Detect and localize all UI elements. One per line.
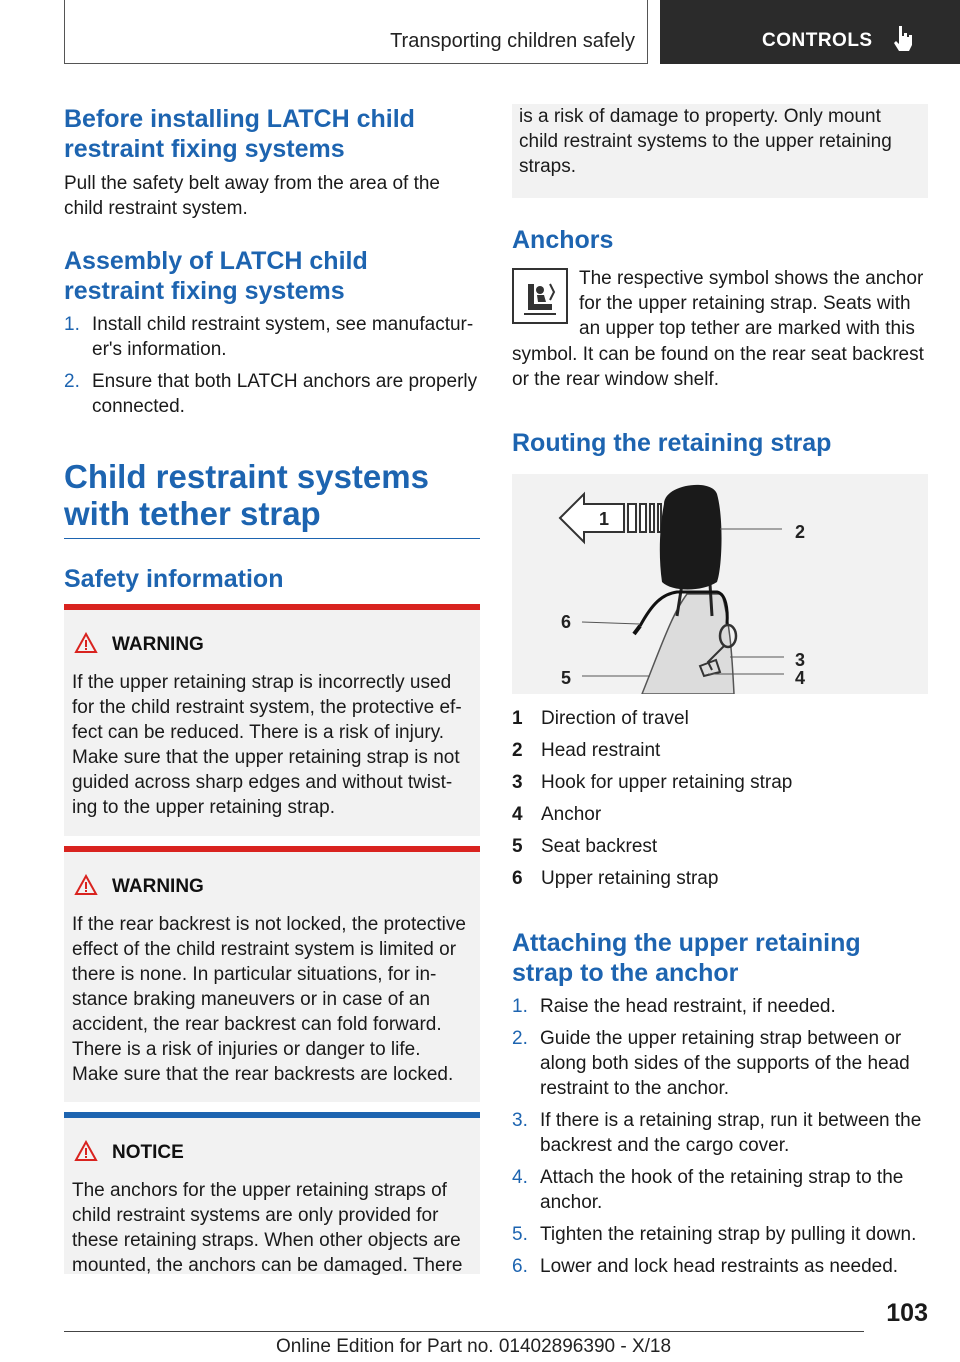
warning-box-1 — [64, 604, 480, 836]
anchors-text-b: symbol. It can be found on the rear seat backrest or the rear window shelf. — [512, 344, 924, 390]
list-item: 5. Tighten the retaining strap by pulling it down. — [512, 1224, 917, 1245]
callout-3: 3 — [794, 650, 806, 670]
list-item: 1. Install child restraint system, see manufacturer's information. — [64, 314, 474, 360]
direction-arrow-icon — [560, 494, 661, 542]
warning-text: If the rear backrest is not locked, the protective effect of the child restraint system is limited or there is none. In particular situations, for instance braking maneuvers or in case of an accident, the rear backrest can fold forward. There is a risk of injuries or danger to life. Make sure that the rear backrests are locked. — [72, 914, 466, 1085]
list-item: 4. Attach the hook of the retaining strap to the anchor. — [512, 1167, 904, 1213]
callout-5: 5 — [560, 668, 572, 688]
warning-heading: WARNING — [74, 632, 204, 656]
list-item: 6. Lower and lock head restraints as needed. — [512, 1256, 899, 1277]
warning-triangle-icon — [74, 632, 98, 654]
callout-6: 6 — [560, 612, 572, 632]
callout-1: 1 — [598, 509, 610, 529]
warning-box-2 — [64, 846, 480, 1102]
heading-attaching: Attaching the upper retaining strap to the anchor — [512, 929, 861, 987]
section-title: Transporting children safely — [390, 30, 635, 52]
attach-steps — [512, 994, 930, 1286]
list-item: 1. Raise the head restraint, if needed. — [512, 996, 836, 1017]
warning-heading: WARNING — [74, 874, 204, 898]
chapter-tab — [660, 0, 960, 64]
notice-continued-box — [512, 104, 928, 198]
chapter-label: CONTROLS — [762, 30, 873, 51]
warning-triangle-icon — [74, 874, 98, 896]
notice-heading: NOTICE — [74, 1140, 184, 1164]
warning-text: If the upper retaining strap is incorrectly used for the child restraint system, the protective effect can be reduced. There is a risk of injury. Make sure that the upper retaining strap is not guided across sharp edges and without twisting to the upper retaining strap. — [72, 672, 462, 818]
page-number: 103 — [886, 1299, 928, 1327]
notice-continued-text: is a risk of damage to property. Only mount child restraint systems to the upper retaining straps. — [519, 106, 892, 177]
heading-rule — [64, 538, 480, 539]
heading-before-installing: Before installing LATCH child restraint fixing systems — [64, 105, 415, 163]
callout-4: 4 — [794, 668, 806, 688]
notice-text: The anchors for the upper retaining straps of child restraint systems are only provided for these retaining straps. When other objects are mounted, the anchors can be damaged. There — [72, 1180, 463, 1276]
paragraph-before-installing: Pull the safety belt away from the area of the child restraint system. — [64, 173, 440, 219]
routing-figure — [512, 474, 928, 694]
footer-rule — [64, 1331, 864, 1332]
list-item: 2. Ensure that both LATCH anchors are properly connected. — [64, 371, 478, 417]
heading-routing: Routing the retaining strap — [512, 429, 832, 457]
heading-child-restraint-tether: Child restraint systems with tether strap — [64, 458, 429, 532]
list-item: 3. If there is a retaining strap, run it between the backrest and the cargo cover. — [512, 1110, 922, 1156]
list-item: 2. Guide the upper retaining strap between or along both sides of the supports of the head restraint to the anchor. — [512, 1028, 910, 1099]
notice-box — [64, 1112, 480, 1274]
pointing-hand-icon — [892, 24, 914, 57]
assembly-steps — [64, 312, 478, 426]
heading-safety-information: Safety information — [64, 565, 284, 593]
heading-assembly: Assembly of LATCH child restraint fixing systems — [64, 247, 368, 305]
callout-2: 2 — [794, 522, 806, 542]
edition-text: Online Edition for Part no. 01402896390 - X/18 — [276, 1336, 672, 1357]
anchors-text-a: The respective symbol shows the anchor for the upper retaining strap. Seats with an upper top tether are marked with this — [579, 268, 924, 339]
child-seat-anchor-symbol-icon — [512, 268, 568, 324]
heading-anchors: Anchors — [512, 226, 614, 254]
notice-triangle-icon — [74, 1140, 98, 1162]
running-header — [64, 0, 648, 64]
